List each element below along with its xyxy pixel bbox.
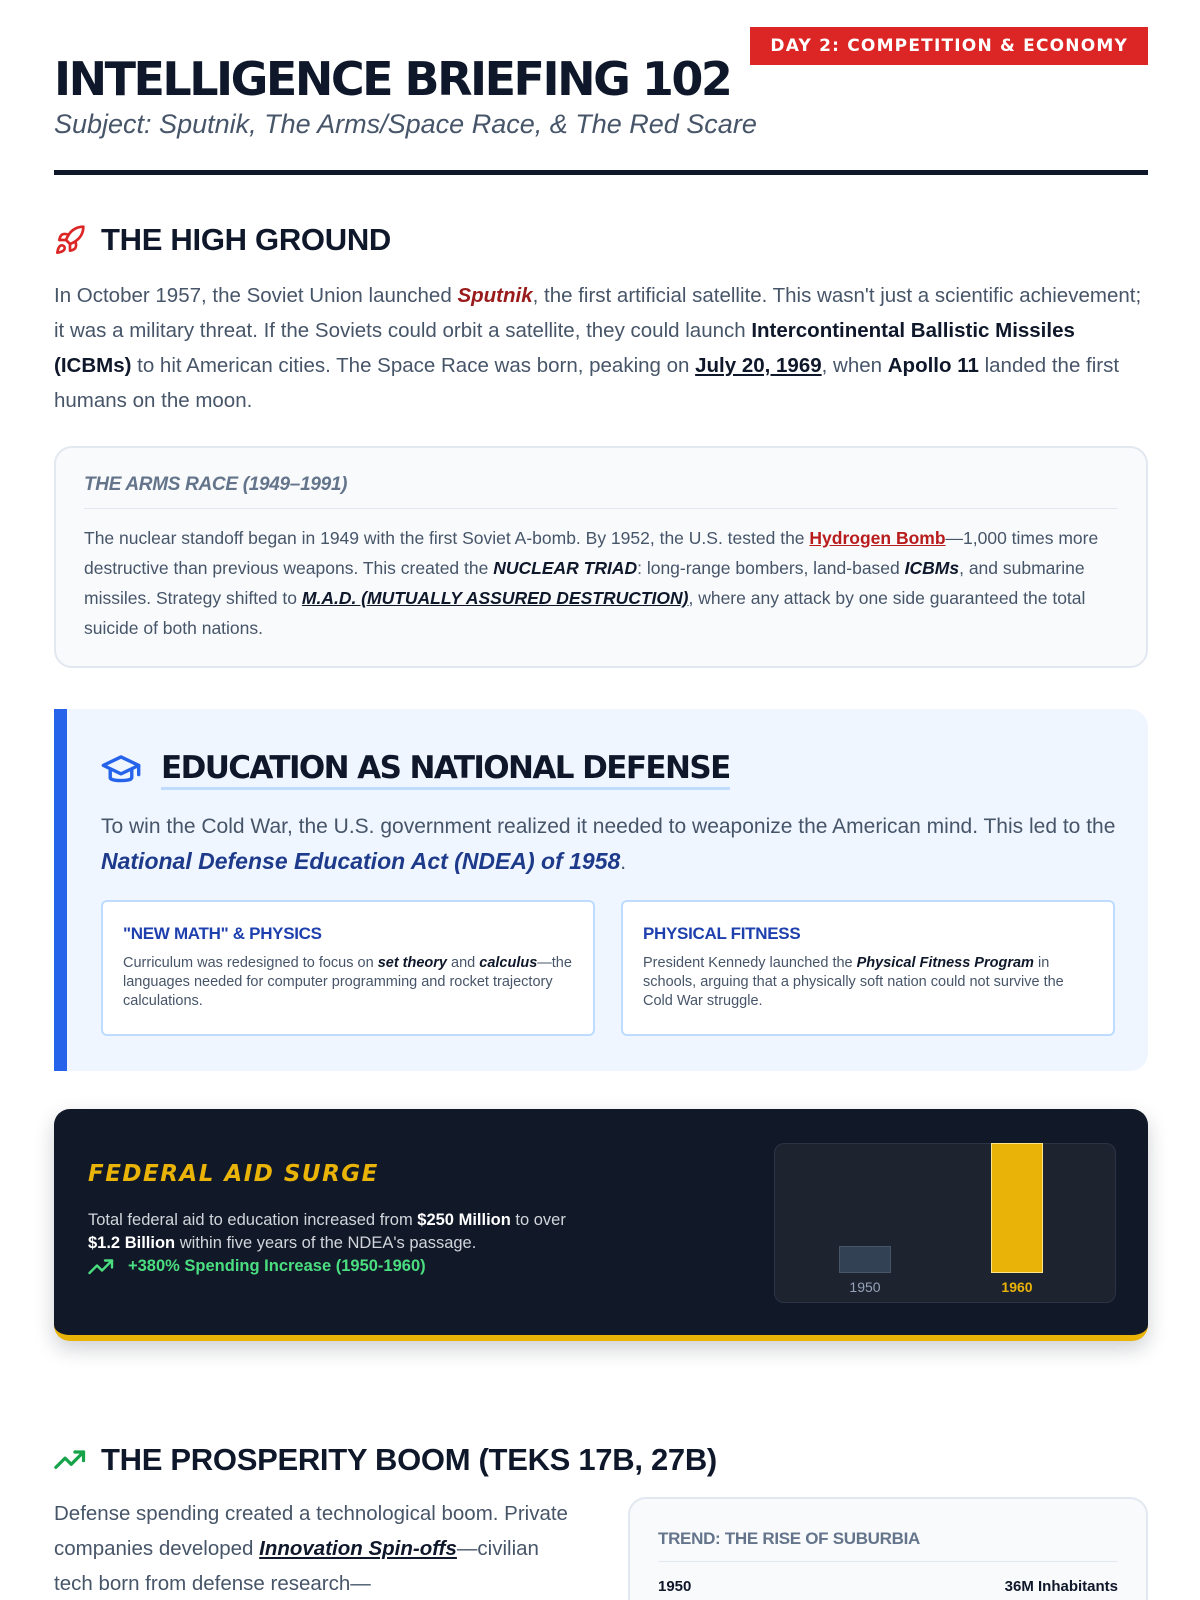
trending-up-icon	[88, 1258, 114, 1276]
high-ground-title: THE HIGH GROUND	[101, 222, 392, 257]
hydrogen-bomb-term: Hydrogen Bomb	[809, 528, 946, 548]
text-run: to hit American cities. The Space Race was born, peaking on	[131, 354, 696, 377]
bar-1960	[991, 1143, 1043, 1273]
text-run: Curriculum was redesigned to focus on	[123, 955, 378, 971]
aid-to-value: $1.2 Billion	[88, 1234, 176, 1252]
bar-label-1960: 1960	[1001, 1279, 1033, 1295]
education-paragraph	[101, 809, 1121, 880]
suburbia-trend-heading: TREND: THE RISE OF SUBURBIA	[658, 1529, 1118, 1562]
arms-race-paragraph	[84, 523, 1118, 643]
text-run: —1,000 times more destructive than previous weapons. This created the	[84, 528, 1099, 578]
set-theory-term: set theory	[377, 955, 447, 971]
graduation-cap-icon	[101, 753, 141, 787]
education-heading	[101, 749, 730, 790]
nuclear-triad-term: NUCLEAR TRIAD	[493, 558, 638, 578]
prosperity-title: THE PROSPERITY BOOM (TEKS 17B, 27B)	[101, 1442, 717, 1477]
text-run: To win the Cold War, the U.S. government realized it needed to weaponize the American mind. This led to the	[101, 815, 1116, 838]
federal-aid-paragraph	[88, 1209, 578, 1255]
federal-aid-heading: FEDERAL AID SURGE	[88, 1161, 379, 1187]
icbm-term: Intercontinental Ballistic Missiles (ICBMs)	[54, 319, 1075, 377]
text-run: Total federal aid to education increased from	[88, 1211, 418, 1229]
ndea-term: National Defense Education Act (NDEA) of 1958	[101, 848, 621, 874]
page-title: INTELLIGENCE BRIEFING 102	[54, 52, 731, 106]
trending-up-icon	[54, 1448, 86, 1472]
text-run: —civilian tech born from defense research—	[54, 1537, 539, 1595]
text-run: , when	[821, 354, 888, 377]
suburbia-row-value: 36M Inhabitants	[1004, 1578, 1118, 1595]
prosperity-paragraph	[54, 1496, 574, 1600]
rocket-icon	[54, 224, 86, 256]
text-run: , the first artificial satellite. This wasn't just a scientific achievement; it was a military threat. If the Soviets could orbit a satellite, they could launch	[54, 284, 1142, 342]
text-run: .	[620, 851, 627, 874]
bar-label-1950: 1950	[849, 1279, 881, 1295]
icbms-term: ICBMs	[904, 558, 960, 578]
text-run: landed the first humans on the moon.	[54, 354, 1120, 412]
suburbia-row-year: 1950	[658, 1578, 692, 1595]
text-run: to over	[510, 1211, 566, 1229]
aid-bar-chart	[774, 1143, 1116, 1303]
day-badge: DAY 2: COMPETITION & ECONOMY	[750, 27, 1148, 65]
new-math-title: "NEW MATH" & PHYSICS	[123, 924, 322, 943]
physical-fitness-text	[643, 954, 1093, 1011]
sputnik-term: Sputnik	[457, 284, 533, 307]
education-section	[54, 709, 1148, 1071]
text-run: and	[447, 955, 480, 971]
arms-race-card	[54, 446, 1148, 668]
text-run: within five years of the NDEA's passage.	[175, 1234, 477, 1252]
bar-1950	[839, 1246, 891, 1273]
text-run: Defense spending created a technological boom. Private companies developed	[54, 1502, 568, 1560]
prosperity-heading	[54, 1442, 717, 1478]
federal-aid-panel	[54, 1109, 1148, 1341]
physical-fitness-title: PHYSICAL FITNESS	[643, 924, 801, 943]
spending-trend-label: +380% Spending Increase (1950-1960)	[128, 1257, 426, 1275]
text-run: —the languages needed for computer programming and rocket trajectory calculations.	[123, 955, 572, 1009]
title-divider	[54, 170, 1148, 175]
text-run: in schools, arguing that a physically soft nation could not survive the Cold War struggle.	[643, 955, 1064, 1009]
text-run: , and submarine missiles. Strategy shifted to	[84, 558, 1085, 608]
calculus-term: calculus	[479, 955, 538, 971]
spending-trend	[88, 1257, 426, 1276]
high-ground-heading	[54, 222, 391, 258]
text-run: The nuclear standoff began in 1949 with the first Soviet A-bomb. By 1952, the U.S. tested the	[84, 528, 810, 548]
page-subtitle: Subject: Sputnik, The Arms/Space Race, & The Red Scare	[54, 109, 757, 139]
physical-fitness-card	[621, 900, 1115, 1036]
arms-race-heading: THE ARMS RACE (1949–1991)	[84, 474, 1118, 509]
new-math-card	[101, 900, 595, 1036]
suburbia-row	[658, 1578, 1118, 1595]
text-run: In October 1957, the Soviet Union launched	[54, 284, 458, 307]
high-ground-paragraph	[54, 278, 1148, 418]
text-run: : long-range bombers, land-based	[637, 558, 905, 578]
education-title: EDUCATION AS NATIONAL DEFENSE	[161, 749, 730, 790]
text-run: President Kennedy launched the	[643, 955, 857, 971]
spinoffs-term: Innovation Spin-offs	[259, 1537, 457, 1560]
apollo-term: Apollo 11	[887, 354, 979, 377]
text-run: , where any attack by one side guaranteed the total suicide of both nations.	[84, 588, 1086, 638]
mad-term: M.A.D. (MUTUALLY ASSURED DESTRUCTION)	[301, 588, 689, 608]
fitness-program-term: Physical Fitness Program	[856, 955, 1034, 971]
moon-landing-date: July 20, 1969	[695, 354, 822, 377]
suburbia-trend-card	[628, 1497, 1148, 1600]
new-math-text	[123, 954, 573, 1011]
aid-from-value: $250 Million	[417, 1211, 511, 1229]
